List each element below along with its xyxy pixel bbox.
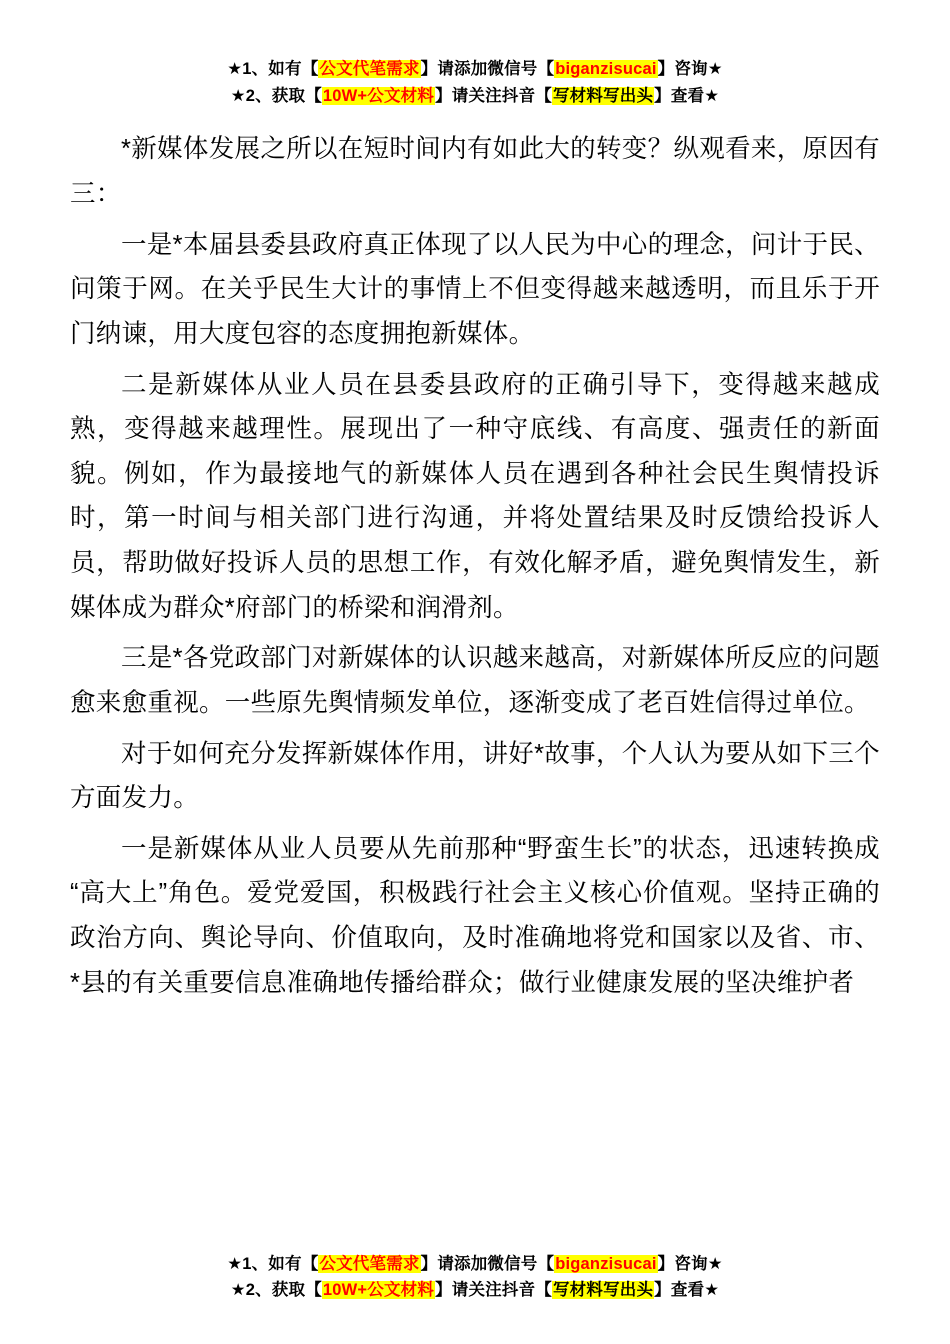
paragraph: 一是*本届县委县政府真正体现了以人民为中心的理念，问计于民、问策于网。在关乎民生大计的事情上不但变得越来越透明，而且乐于开门纳谏，用大度包容的态度拥抱新媒体。 [70, 230, 880, 348]
promo-top-line-2-suffix: 查看 [670, 86, 705, 105]
promo-bottom-line-1-highlight-1: 公文代笔需求 [319, 1254, 420, 1273]
paragraph: *新媒体发展之所以在短时间内有如此大的转变？纵观看来，原因有三： [70, 135, 880, 209]
promo-bottom-line-2-bracket-close-2: 】 [654, 1281, 671, 1300]
promo-bottom-line-1-bracket-close: 】 [420, 1254, 438, 1273]
promo-top-line-1-suffix: 咨询 [674, 60, 708, 78]
promo-bottom-line-1-suffix: 咨询 [674, 1254, 708, 1273]
promo-top-line-1-prefix: 1、如有 [242, 60, 302, 78]
promo-top-line-1-highlight-2: biganzisucai [555, 60, 657, 78]
promo-top-line-1-bracket-close: 】 [420, 60, 438, 78]
promo-bottom-line-1-bracket-open: 【 [301, 1254, 319, 1273]
star-icon: ★ [704, 86, 720, 105]
document-body [70, 127, 880, 1011]
promo-bottom-line-1-bracket-open-2: 【 [537, 1254, 555, 1273]
promo-top-line-1-bracket-open: 【 [301, 60, 319, 78]
promo-top-line-2-highlight-2: 写材料写出头 [552, 86, 654, 105]
star-icon: ★ [707, 60, 723, 78]
promo-bottom-line-1-middle: 请添加微信号 [437, 1254, 538, 1273]
star-icon: ★ [230, 86, 246, 105]
promo-bottom-line-1-prefix: 1、如有 [242, 1254, 302, 1273]
promo-top-line-1-bracket-close-2: 】 [657, 60, 675, 78]
promo-top-line-1-highlight-1: 公文代笔需求 [319, 60, 420, 78]
paragraph: 三是*各党政部门对新媒体的认识越来越高，对新媒体所反应的问题愈来愈重视。一些原先舆情频发单位，逐渐变成了老百姓信得过单位。 [70, 644, 880, 717]
promo-top-line-2-highlight-1: 10W+公文材料 [322, 86, 435, 105]
promo-top-line-2 [70, 83, 880, 110]
promo-bottom-line-2-middle: 请关注抖音 [451, 1281, 536, 1300]
star-icon: ★ [227, 60, 243, 78]
promo-bottom-line-2-bracket-open-2: 【 [535, 1281, 552, 1300]
promo-top-line-2-bracket-open-2: 【 [535, 86, 552, 105]
promo-top-line-1-bracket-open-2: 【 [537, 60, 555, 78]
promo-top-line-2-bracket-close: 】 [435, 86, 452, 105]
promo-top-line-2-bracket-close-2: 】 [654, 86, 671, 105]
star-icon: ★ [704, 1281, 720, 1300]
promo-bottom-line-2-bracket-open: 【 [305, 1281, 322, 1300]
promo-banner-bottom [70, 1237, 880, 1304]
star-icon: ★ [227, 1254, 243, 1273]
promo-top-line-1-middle: 请添加微信号 [437, 60, 538, 78]
promo-bottom-line-2-suffix: 查看 [670, 1281, 705, 1300]
promo-bottom-line-1 [70, 1251, 880, 1278]
promo-bottom-line-2-bracket-close: 】 [435, 1281, 452, 1300]
paragraph: 对于如何充分发挥新媒体作用，讲好*故事，个人认为要从如下三个方面发力。 [70, 739, 880, 813]
promo-top-line-2-prefix: 2、获取 [245, 86, 306, 105]
promo-bottom-line-2-highlight-2: 写材料写出头 [552, 1281, 654, 1300]
star-icon: ★ [707, 1254, 723, 1273]
star-icon: ★ [230, 1281, 246, 1300]
promo-bottom-line-2-prefix: 2、获取 [245, 1281, 306, 1300]
promo-banner-top [70, 56, 880, 109]
promo-top-line-2-middle: 请关注抖音 [451, 86, 536, 105]
promo-bottom-line-1-highlight-2: biganzisucai [555, 1254, 657, 1273]
promo-bottom-line-2-highlight-1: 10W+公文材料 [322, 1281, 435, 1300]
promo-bottom-line-1-bracket-close-2: 】 [657, 1254, 675, 1273]
promo-top-line-1 [70, 56, 880, 83]
paragraph: 一是新媒体从业人员要从先前那种“野蛮生长”的状态，迅速转换成“高大上”角色。爱党爱国，积极践行社会主义核心价值观。坚持正确的政治方向、舆论导向、价值取向，及时准确地将党和国家以及省、市、*县的有关重要信息准确地传播给群众；做行业健康发展的坚决维护者 [70, 834, 880, 997]
promo-bottom-line-2 [70, 1277, 880, 1304]
promo-top-line-2-bracket-open: 【 [305, 86, 322, 105]
paragraph: 二是新媒体从业人员在县委县政府的正确引导下，变得越来越成熟，变得越来越理性。展现出了一种守底线、有高度、强责任的新面貌。例如，作为最接地气的新媒体人员在遇到各种社会民生舆情投诉时，第一时间与相关部门进行沟通，并将处置结果及时反馈给投诉人员，帮助做好投诉人员的思想工作，有效化解矛盾，避免舆情发生，新媒体成为群众*府部门的桥梁和润滑剂。 [70, 370, 880, 622]
